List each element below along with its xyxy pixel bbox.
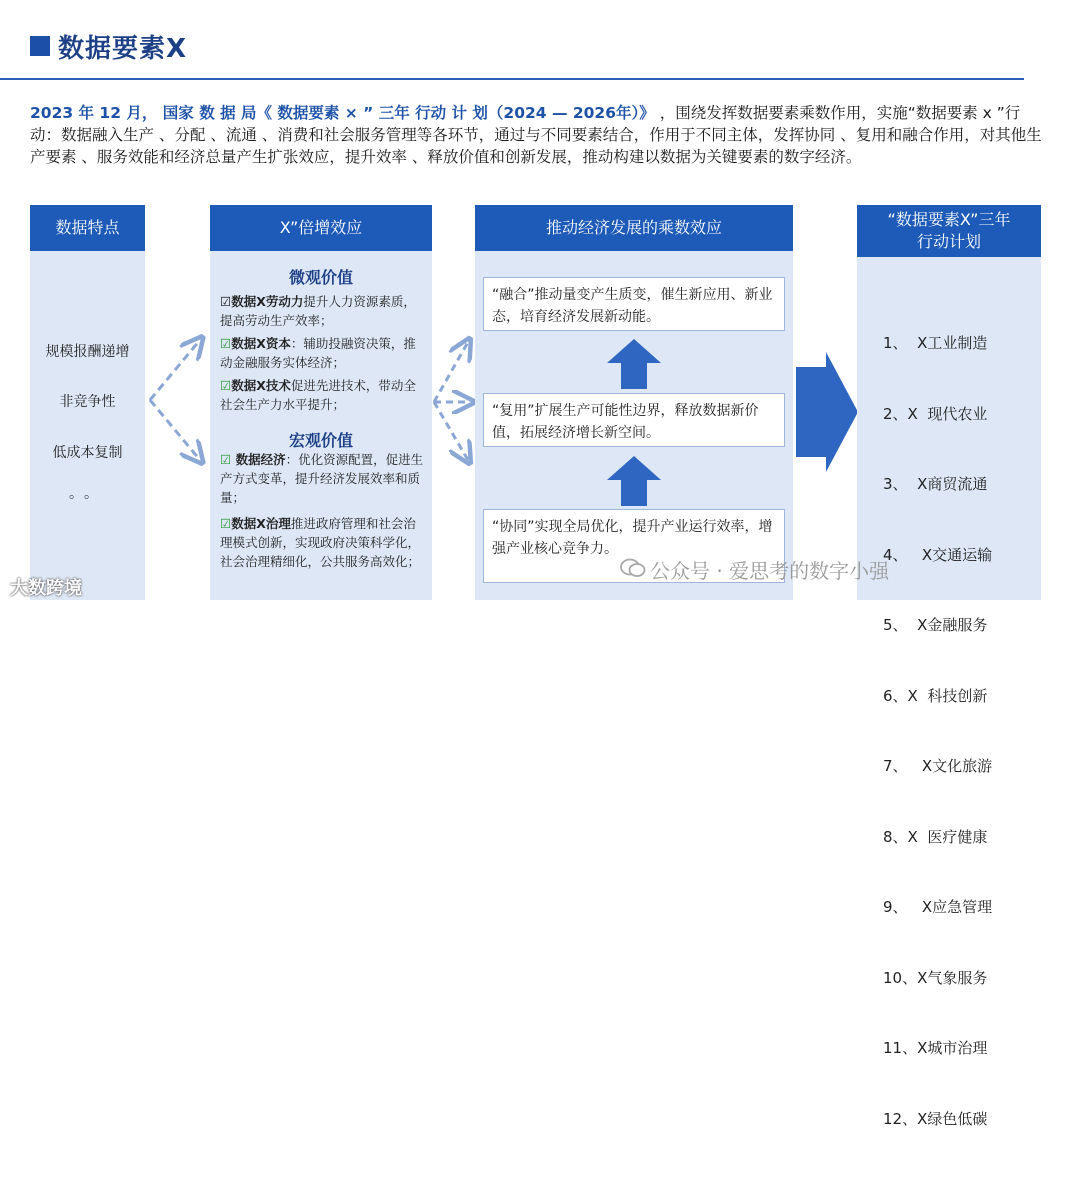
brand-logo: 大数跨境 bbox=[10, 578, 82, 599]
micro-item: ☑数据X资本：辅助投融资决策，推动金融服务实体经济； bbox=[220, 336, 416, 370]
col3-header: 推动经济发展的乘数效应 bbox=[475, 205, 793, 251]
checkbox-icon: ☑ bbox=[220, 378, 232, 393]
col1-item: 。。 bbox=[69, 486, 106, 502]
col3-panel bbox=[475, 251, 793, 600]
dashed-arrows-1 bbox=[145, 330, 210, 470]
macro-item: ☑ 数据经济：优化资源配置，促进生产方式变革，提升经济发展效率和质量； bbox=[220, 452, 424, 505]
intro-highlight: 2023 年 12 月， 国家 数 据 局《 数据要素 × ” 三年 行动 计 划（2024 — 2026年）》 bbox=[30, 104, 655, 122]
col1-item: 非竞争性 bbox=[59, 394, 116, 410]
list-item: 3、 X商贸流通 bbox=[883, 475, 988, 493]
col1-item: 低成本复制 bbox=[52, 445, 123, 461]
up-arrow-icon bbox=[607, 339, 661, 389]
col4-panel bbox=[857, 257, 1041, 1128]
checkbox-icon: ☑ bbox=[220, 336, 232, 351]
title-square-icon bbox=[30, 36, 50, 56]
micro-value-title: 微观价值 bbox=[288, 268, 353, 287]
effect-box-synergy: “协同”实现全局优化，提升产业运行效率，增强产业核心竞争力。 bbox=[483, 509, 785, 583]
list-item: 5、 X金融服务 bbox=[883, 616, 988, 634]
col4-header bbox=[857, 205, 1041, 257]
list-item: 11、X城市治理 bbox=[883, 1039, 988, 1057]
macro-value-title: 宏观价值 bbox=[288, 431, 353, 450]
list-item: 8、X 医疗健康 bbox=[883, 827, 988, 846]
col1-header: 数据特点 bbox=[30, 205, 145, 251]
action-plan-list bbox=[883, 285, 992, 1178]
wechat-icon bbox=[620, 557, 646, 579]
intro-paragraph bbox=[30, 102, 1050, 168]
list-item: 2、X 现代农业 bbox=[883, 404, 988, 423]
title-divider bbox=[0, 78, 1024, 80]
list-item: 7、 X文化旅游 bbox=[883, 757, 993, 775]
macro-item: ☑数据X治理推进政府管理和社会治理模式创新，实现政府决策科学化，社会治理精细化，公共服务高效化； bbox=[220, 516, 421, 569]
effect-box-fusion: “融合”推动量变产生质变，催生新应用、新业态，培育经济发展新动能。 bbox=[483, 277, 785, 331]
list-item: 4、 X交通运输 bbox=[883, 545, 993, 564]
up-arrow-icon bbox=[607, 456, 661, 506]
checkbox-icon: ☑ bbox=[220, 294, 232, 309]
page-title: 数据要素X bbox=[58, 34, 188, 64]
intro-text: ，围绕发挥数据要素乘数作用，实施“数据要素 x ”行动：数据融入生产 、分配 、流通 、消费和社会服务管理等各环节，通过与不同要素结合，作用于不同主体，发挥协同 、复用和融合作用，对其他生产要素 、服务效能和经济总量产生扩张效应，提升效率 、释放价值和创新发展，推动构建以数据为关键要素的数字经济。 bbox=[30, 104, 1042, 166]
big-right-arrow-icon bbox=[796, 352, 858, 472]
col4-header-line1: “数据要素X”三年 bbox=[887, 210, 1011, 229]
list-item: 12、X绿色低碳 bbox=[883, 1109, 988, 1128]
col2-header: X”倍增效应 bbox=[210, 205, 432, 251]
list-item: 1、 X工业制造 bbox=[883, 334, 988, 352]
col1-item: 规模报酬递增 bbox=[45, 344, 130, 360]
list-item: 9、 X应急管理 bbox=[883, 898, 993, 916]
col2-panel bbox=[210, 251, 432, 600]
micro-item: ☑数据X劳动力提升人力资源素质，提高劳动生产效率； bbox=[220, 294, 416, 328]
list-item: 10、X气象服务 bbox=[883, 968, 988, 987]
dashed-arrows-2 bbox=[432, 330, 477, 470]
micro-item: ☑数据X技术促进先进技术，带动全社会生产力水平提升； bbox=[220, 378, 416, 412]
col1-panel bbox=[30, 251, 145, 600]
effect-box-reuse: “复用”扩展生产可能性边界，释放数据新价值，拓展经济增长新空间。 bbox=[483, 393, 785, 447]
watermark-text: 公众号 · 爱思考的数字小强 bbox=[650, 559, 890, 583]
list-item: 6、X 科技创新 bbox=[883, 686, 988, 705]
checkbox-icon: ☑ bbox=[220, 516, 232, 531]
checkbox-icon: ☑ bbox=[220, 452, 232, 467]
col4-header-line2: 行动计划 bbox=[916, 232, 981, 251]
